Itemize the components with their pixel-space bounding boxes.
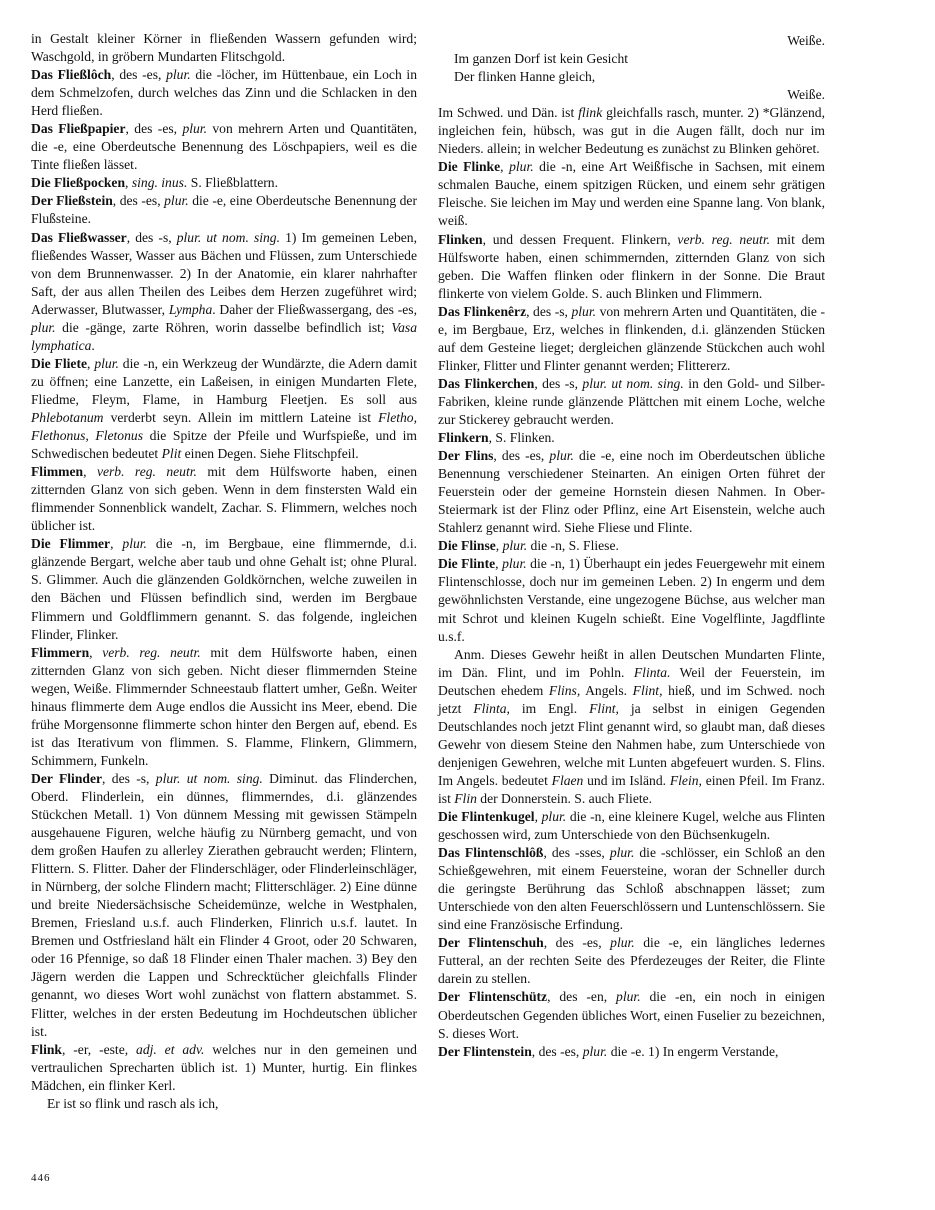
right-entry-paragraph: Die Flinse, plur. die -n, S. Fliese. — [438, 538, 619, 554]
page-number: 446 — [31, 1172, 51, 1184]
right-entry-paragraph: Der Flins, des -es, plur. die -e, eine noch im Oberdeutschen übliche Benennung verschiedener Steinarten. An einigen Orten führet der Feuerstein oder der gemeine Hornstein diesen Nahmen. In Ober-Steiermark ist der Flinz oder Pflinz, eine Art Eisenstein, welche auch Stahlerz genannt wird. Siehe Fliese und Flinte. — [438, 448, 825, 536]
right-entry-paragraph: Anm. Dieses Gewehr heißt in allen Deutschen Mundarten Flinte, im Dän. Flint, und im Pohln. Flinta. Weil der Feuerstein, im Deutschen ehedem Flins, Angels. Flint, hieß, und im Schwed. noch jetzt Flinta, im Engl. Flint, ja selbst in einigen Gegenden Deutschlandes noch jetzt Flint genannt wird, so glaubt man, daß dieses Gewehr von diesem Steine den Nahmen habe, zum Unterschiede von denjenigen Gewehren, welche mit Lunten abgefeuert wurden. S. Flins. Im Angels. bedeutet Flaen und im Isländ. Flein, einen Pfeil. Im Franz. ist Flin der Donnerstein. S. auch Fliete. — [438, 646, 825, 806]
right-entry-paragraph: Das Flinkerchen, des -s, plur. ut nom. sing. in den Gold- und Silber-Fabriken, kleine runde glänzende Plättchen mit einem Loche, welche zur Stickerey gebraucht werden. — [438, 375, 825, 427]
left-entry-paragraph: Das Fließlôch, des -es, plur. die -löcher, im Hüttenbaue, ein Loch in dem Schmelzofen, durch welches das Zinn und die Schlacken in den Herd fließen. — [31, 67, 418, 119]
right-entry-paragraph: Weiße. — [787, 87, 825, 103]
left-entry-paragraph: Flimmen, verb. reg. neutr. mit dem Hülfsworte haben, einen zitternden Glanz von sich geben. Wenn in dem finstersten Wald ein flimmender Sonnenblick wandelt, Zachar. S. Flimmern, welches noch üblicher ist. — [31, 464, 418, 534]
right-entry-paragraph: Der Flintenschuh, des -es, plur. die -e, ein längliches ledernes Futteral, an der rechten Seite des Pferdezeuges der Reiter, die Flinte darein zu stellen. — [438, 935, 825, 987]
right-entry-paragraph: Die Flinke, plur. die -n, eine Art Weißfische in Sachsen, mit einem schmalen Bauche, einem spitzigen Rücken, und einem sehr grätigen Fleische. Sie leichen im May und werden eine Spanne lang. Von blank, weiß. — [438, 159, 825, 229]
right-entry-paragraph: Die Flintenkugel, plur. die -n, eine kleinere Kugel, welche aus Flinten geschossen wird, zum Unterschiede von den Büchsenkugeln. — [438, 809, 825, 843]
right-entry-paragraph: Flinken, und dessen Frequent. Flinkern, verb. reg. neutr. mit dem Hülfsworte haben, einen schimmernden, zitternden Glanz von sich geben. Die Waffen flinken oder flinkern in der Sonne. Die Braut flinkerte von vielem Golde. S. auch Blinken und Flimmern. — [438, 231, 825, 301]
right-entry-paragraph: Im ganzen Dorf ist kein Gesicht — [454, 51, 629, 67]
left-entry-paragraph: Die Fliete, plur. die -n, ein Werkzeug der Wundärzte, die Adern damit zu öffnen; eine Lanzette, ein Laßeisen, in einigen Mundarten Flete, Fliedme, Fleym, Flame, in Hamburg Fleetjen. Es soll aus Phlebotanum verderbt seyn. Allein im mittlern Lateine ist Fletho, Flethonus, Fletonus die Spitze der Pfeile und Wurfspieße, und im Schwedischen bedeutet Plit einen Degen. Siehe Flitschpfeil. — [31, 355, 417, 462]
left-entry-paragraph: Die Fließpocken, sing. inus. S. Fließblattern. — [31, 175, 278, 191]
left-entry-paragraph: Die Flimmer, plur. die -n, im Bergbaue, eine flimmernde, d.i. glänzende Bergart, welche aber taub und ohne Gehalt ist; ohne Plural. S. Glimmer. Auch die glänzenden Goldkörnchen, welche zuweilen in den Bächen und Flüssen befindlich sind, werden im Bergbaue Flimmern und Goldflimmern genannt. S. das folgende, ingleichen Flinder, Flinker. — [31, 536, 417, 642]
left-entry-paragraph: Der Fließstein, des -es, plur. die -e, eine Oberdeutsche Benennung der Flußsteine. — [31, 193, 417, 227]
left-entry-paragraph: Er ist so flink und rasch als ich, — [47, 1095, 219, 1111]
right-entry-paragraph: Im Schwed. und Dän. ist flink gleichfalls rasch, munter. 2) *Glänzend, ingleichen fein, hübsch, was gut in die Augen fällt, doch nur im Nieders. allein; in welcher Bedeutung es zunächst zu Blinken gehöret. — [438, 105, 825, 157]
right-entry-paragraph: Das Flinkenêrz, des -s, plur. von mehrern Arten und Quantitäten, die -e, im Bergbaue, Erz, welches in flinkenden, d.i. glänzenden Stücken auf dem Gesteine lieget; dergleichen glänzende Stückchen auch wohl Flinker, Flitter und Flinter genannt werden; Flittererz. — [438, 303, 825, 373]
left-column — [31, 30, 417, 1113]
left-entry-paragraph: Das Fließpapier, des -es, plur. von mehrern Arten und Quantitäten, die -e, eine Oberdeutsche Benennung des Löschpapiers, weil es die Tinte fließen lässet. — [31, 121, 418, 173]
right-entry-paragraph: Das Flintenschlôß, des -sses, plur. die -schlösser, ein Schloß an den Schießgewehren, mit einem Feuersteine, woran der Schneller durch die geringste Berührung das Schloß abschnappen lässet; zum Unterschiede von den alten Feuerschlössern und Luntenschlössern. Sie sind eine Französische Erfindung. — [438, 845, 826, 933]
left-entry-paragraph: in Gestalt kleiner Körner in fließenden Wassern gefunden wird; Waschgold, in gröbern Mundarten Flitschgold. — [31, 31, 417, 65]
left-entry-paragraph: Flimmern, verb. reg. neutr. mit dem Hülfsworte haben, einen zitternden Glanz von sich geben. Nicht dieser flimmernden Steine wegen, Weiße. Flimmernder Schneestaub flattert umher, Geßn. Weiter hinaus flimmerte dem Auge endlos die Aussicht ins Meer, ebend. Die frühe Morgensonne flimmerte schon hinter den Bergen auf, ebend. Es ist das Iterativum von flimmen. S. Flamme, Flinkern, Glimmern, Schimmern, Funkeln. — [31, 644, 417, 768]
left-entry-paragraph: Das Fließwasser, des -s, plur. ut nom. sing. 1) Im gemeinen Leben, fließendes Wasser, Wasser aus Bächen und Flüssen, zum Unterschiede von dem Brunnenwasser. 2) In der Anatomie, ein klarer nahrhafter Saft, der aus allen Theilen des Leibes dem Herzen zugeführet wird; Aderwasser, Blutwasser, Lympha. Daher der Fließwassergang, des -es, plur. die -gänge, zarte Röhren, worin dasselbe befindlich ist; Vasa lymphatica. — [31, 229, 417, 353]
left-entry-paragraph: Flink, -er, -este, adj. et adv. welches nur in den gemeinen und vertraulichen Sprecharten üblich ist. 1) Munter, hurtig. Ein flinkes Mädchen, ein flinker Kerl. — [31, 1041, 417, 1093]
right-entry-paragraph: Der Flintenschütz, des -en, plur. die -en, ein noch in einigen Oberdeutschen Gegenden übliches Wort, einen Fuselier zu bezeichnen, S. dieses Wort. — [438, 989, 825, 1041]
right-column — [438, 32, 825, 1061]
right-entry-paragraph: Der Flintenstein, des -es, plur. die -e. 1) In engerm Verstande, — [438, 1043, 779, 1059]
left-entry-paragraph: Der Flinder, des -s, plur. ut nom. sing. Diminut. das Flinderchen, Oberd. Flinderlein, ein dünnes, flimmerndes, d.i. glänzendes Stückchen Metall. 1) Von dünnem Messing mit gewissen Stämpeln ausgehauene Figuren, welche häufig zu Nürnberg gemacht, und von dem großen Haufen zu allerley Zierathen gebraucht werden; Flintern, Flittern. S. Flitter. Daher der Flinderschläger, oder Flinderleinschläger, in Nürnberg, der solche Flindern macht; Flitterschläger. 2) Eine dünne und breite Niedersächsische Scheidemünze, welche in Westphalen, Bremen, Friesland u.s.f. auch Flinderken, Flinrich u.s.f. lautet. In Bremen und Ostfriesland hält ein Flinder 4 Groot, oder 20 Schwaren, oder 16 Pfennige, so daß 18 Flinder einen Thaler machen. 3) Bey den Jägern werden die Lappen und Schrecktücher gleichfalls Flinder genannt, wo dieses Wort wohl zunächst von flattern abstammet. S. Flitter, welches in der ersten Bedeutung im Hochdeutschen üblicher ist. — [31, 770, 417, 1039]
right-entry-paragraph: Flinkern, S. Flinken. — [438, 430, 555, 446]
right-entry-paragraph: Der flinken Hanne gleich, — [454, 69, 596, 85]
right-entry-paragraph: Die Flinte, plur. die -n, 1) Überhaupt ein jedes Feuergewehr mit einem Flintenschlosse, doch nur im gemeinen Leben. 2) In engerm und dem gewöhnlichsten Verstande, eine ungezogene Büchse, aus welcher man mit Schrot und kleinen Kugeln schießt. Eine Vogelflinte, Jagdflinte u.s.f. — [438, 556, 825, 644]
right-entry-paragraph: Weiße. — [787, 33, 825, 48]
